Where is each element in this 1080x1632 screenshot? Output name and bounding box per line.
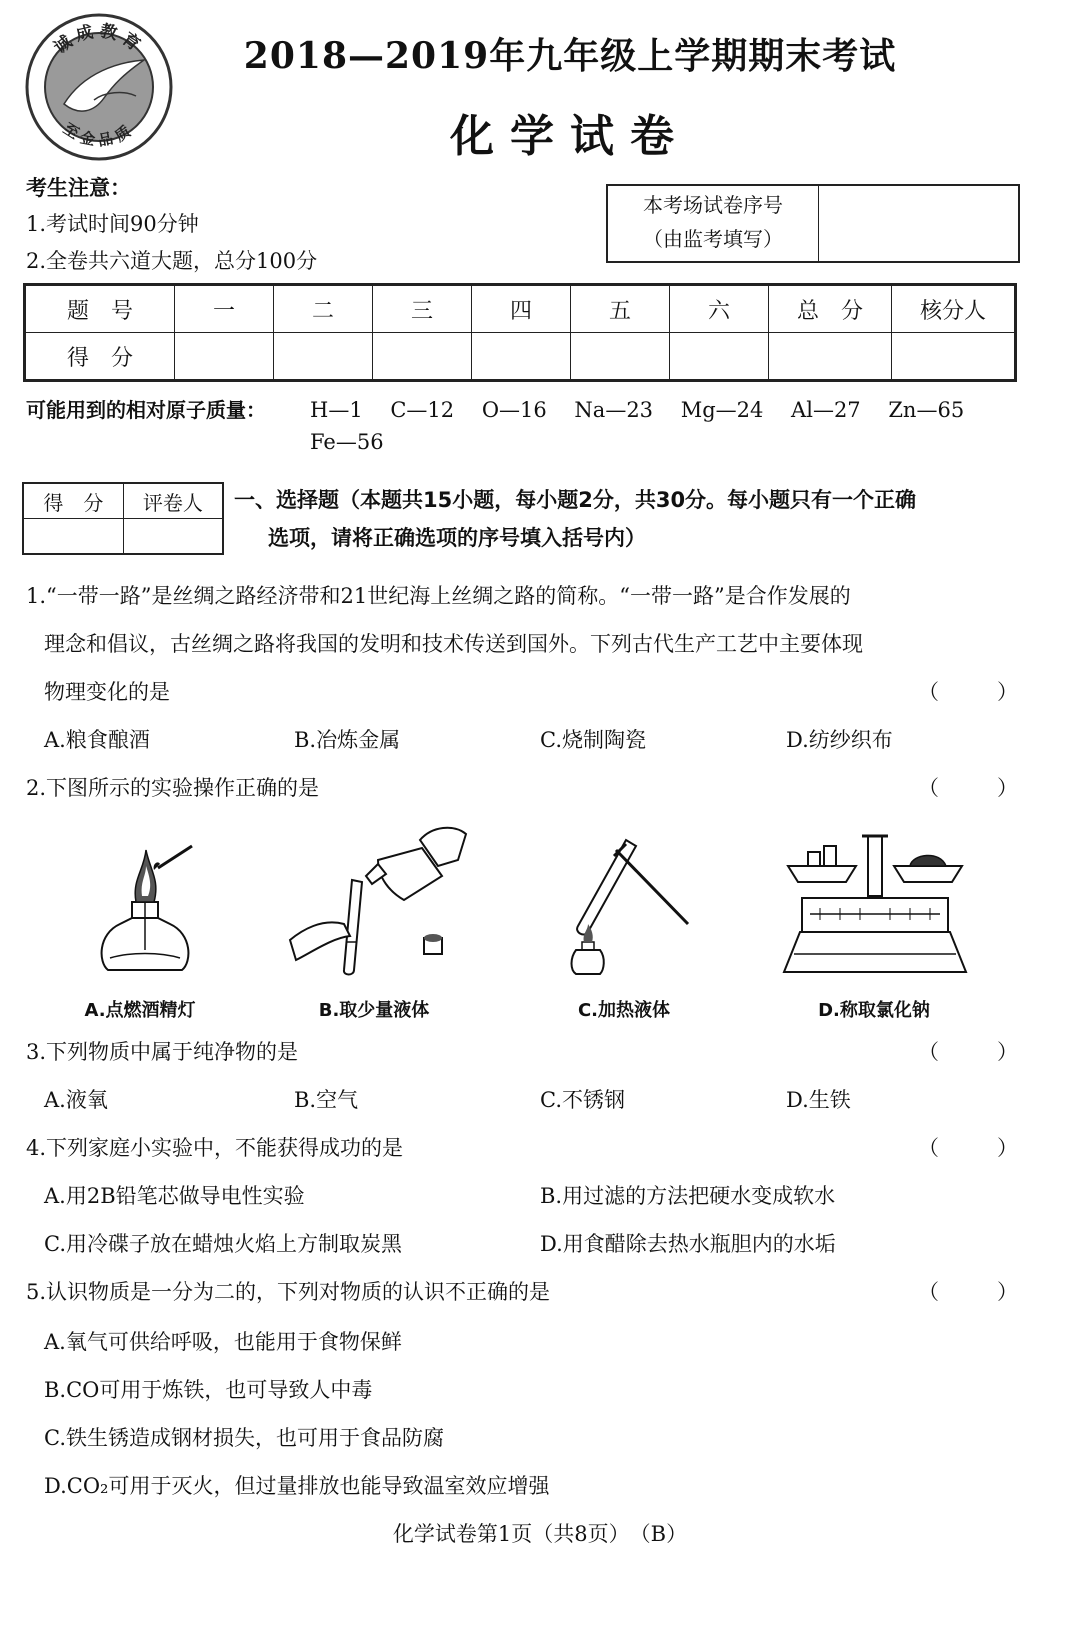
score-cell[interactable] [892, 333, 1016, 381]
answer-parentheses[interactable]: （ ） [918, 1136, 1018, 1160]
score-cell[interactable] [274, 333, 373, 381]
grader-score-label: 得 分 [23, 483, 123, 519]
score-header-cell: 总 分 [769, 285, 892, 333]
figure-caption-d: D.称取氯化钠 [818, 1000, 930, 1021]
figure-caption-a: A.点燃酒精灯 [84, 1000, 196, 1021]
serial-label-line1: 本考场试卷序号 [643, 193, 783, 217]
answer-parentheses[interactable]: （ ） [918, 680, 1018, 704]
answer-parentheses[interactable]: （ ） [918, 1040, 1018, 1064]
q5-option-d: D.CO₂可用于灭火，但过量排放也能导致温室效应增强 [44, 1474, 550, 1498]
q4-option-a: A.用2B铅笔芯做导电性实验 [44, 1184, 305, 1208]
atomic-mass-values: H—1 C—12 O—16 Na—23 Mg—24 Al—27 Zn—65 [310, 398, 965, 422]
question-5-text: 5.认识物质是一分为二的，下列对物质的认识不正确的是 [26, 1280, 551, 1304]
score-cell[interactable] [670, 333, 769, 381]
balance-weighing-figure [780, 828, 970, 978]
logo-top-text: 诚成教育 [50, 21, 148, 59]
question-1-line2: 理念和倡议，古丝绸之路将我国的发明和技术传送到国外。下列古代生产工艺中主要体现 [44, 632, 863, 656]
score-cell[interactable] [769, 333, 892, 381]
heating-liquid-figure [556, 830, 696, 980]
score-row-label: 得 分 [25, 333, 175, 381]
score-cell[interactable] [472, 333, 571, 381]
q1-option-b: B.冶炼金属 [294, 728, 401, 752]
score-value-row [25, 333, 1016, 381]
serial-number-field[interactable] [819, 186, 1018, 261]
atomic-mass-label: 可能用到的相对原子质量： [26, 398, 266, 422]
school-seal-logo [24, 12, 174, 162]
notice-heading: 考生注意： [26, 176, 131, 200]
q1-option-a: A.粮食酿酒 [44, 728, 150, 752]
alcohol-lamp-lighting-figure [80, 830, 210, 980]
score-header-cell: 五 [571, 285, 670, 333]
q3-option-b: B.空气 [294, 1088, 359, 1112]
section-title-line2: 选项，请将正确选项的序号填入括号内） [268, 526, 646, 550]
score-header-cell: 题 号 [25, 285, 175, 333]
question-4-text: 4.下列家庭小实验中，不能获得成功的是 [26, 1136, 404, 1160]
exam-subtitle: 化学试卷 [450, 111, 690, 162]
serial-number-box [606, 184, 1020, 263]
logo-bottom-text: 至金品质 [59, 119, 139, 150]
grader-box [22, 482, 224, 555]
q5-option-c: C.铁生锈造成钢材损失，也可用于食品防腐 [44, 1426, 444, 1450]
score-cell[interactable] [571, 333, 670, 381]
score-header-cell: 三 [373, 285, 472, 333]
score-header-cell: 核分人 [892, 285, 1016, 333]
serial-label-line2: （由监考填写） [643, 227, 783, 251]
q3-option-c: C.不锈钢 [540, 1088, 625, 1112]
q5-option-a: A.氧气可供给呼吸，也能用于食物保鲜 [44, 1330, 402, 1354]
answer-parentheses[interactable]: （ ） [918, 1280, 1018, 1304]
figure-caption-c: C.加热液体 [577, 1000, 671, 1021]
section-title-line1: 一、选择题（本题共15小题，每小题2分，共30分。每小题只有一个正确 [234, 488, 917, 512]
figure-caption-b: B.取少量液体 [318, 1000, 430, 1021]
answer-parentheses[interactable]: （ ） [918, 776, 1018, 800]
q3-option-a: A.液氧 [44, 1088, 108, 1112]
q1-option-c: C.烧制陶瓷 [540, 728, 646, 752]
notice-item: 2.全卷共六道大题，总分100分 [26, 249, 318, 273]
atomic-mass-values-line2: Fe—56 [310, 430, 384, 454]
q5-option-b: B.CO可用于炼铁，也可导致人中毒 [44, 1378, 373, 1402]
score-header-cell: 六 [670, 285, 769, 333]
grader-name-label: 评卷人 [123, 483, 223, 519]
score-header-cell: 一 [175, 285, 274, 333]
score-table [23, 283, 1017, 382]
score-cell[interactable] [373, 333, 472, 381]
notice-item: 1.考试时间90分钟 [26, 212, 199, 236]
q4-option-d: D.用食醋除去热水瓶胆内的水垢 [540, 1232, 836, 1256]
grader-name-cell[interactable] [123, 519, 223, 555]
q1-option-d: D.纺纱织布 [786, 728, 893, 752]
score-header-cell: 二 [274, 285, 373, 333]
question-1-line3: 物理变化的是 [44, 680, 170, 704]
score-cell[interactable] [175, 333, 274, 381]
q3-option-d: D.生铁 [786, 1088, 851, 1112]
score-header-row [25, 285, 1016, 333]
pouring-liquid-figure [282, 820, 472, 980]
q4-option-c: C.用冷碟子放在蜡烛火焰上方制取炭黑 [44, 1232, 402, 1256]
q4-option-b: B.用过滤的方法把硬水变成软水 [540, 1184, 836, 1208]
exam-title: 2018—2019年九年级上学期期末考试 [243, 35, 897, 77]
grader-score-cell[interactable] [23, 519, 123, 555]
question-2-text: 2.下图所示的实验操作正确的是 [26, 776, 320, 800]
page-footer: 化学试卷第1页（共8页） （B） [392, 1522, 688, 1546]
question-3-text: 3.下列物质中属于纯净物的是 [26, 1040, 299, 1064]
question-1-line1: 1.“一带一路”是丝绸之路经济带和21世纪海上丝绸之路的简称。“一带一路”是合作发展的 [26, 584, 851, 608]
score-header-cell: 四 [472, 285, 571, 333]
